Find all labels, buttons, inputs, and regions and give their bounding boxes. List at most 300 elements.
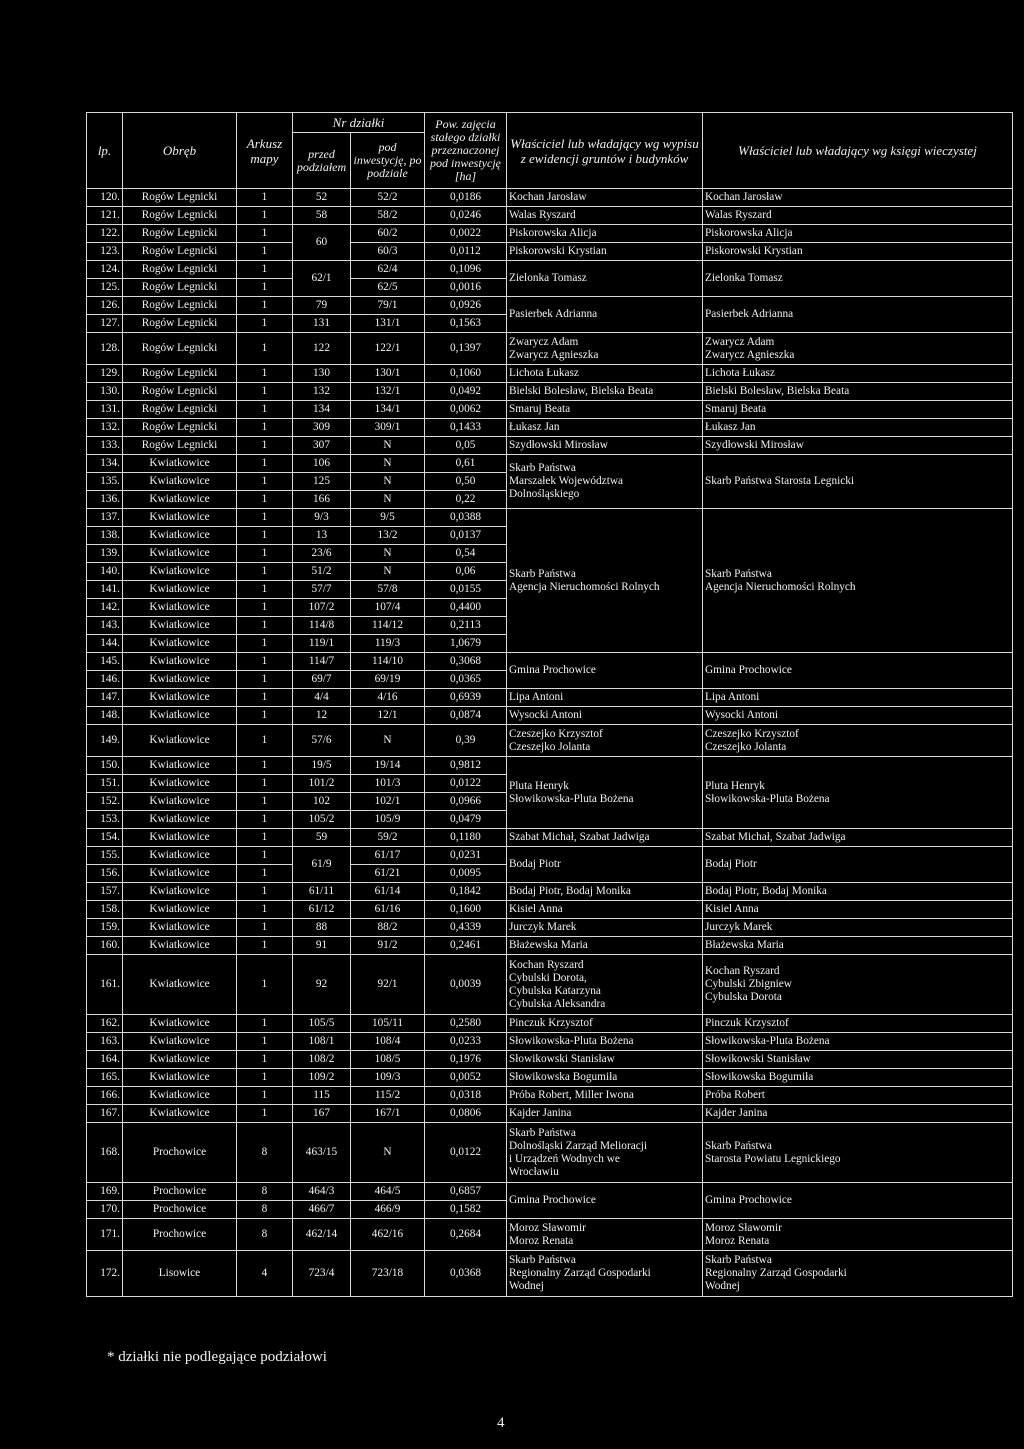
cell-lp: 122.	[87, 225, 123, 243]
cell-wlasciciel-ewidencja: Kajder Janina	[507, 1105, 703, 1123]
table-row	[87, 509, 1013, 527]
cell-arkusz: 1	[237, 707, 293, 725]
cell-po-podziale: 19/14	[351, 757, 425, 775]
cell-lp: 165.	[87, 1069, 123, 1087]
cell-wlasciciel-ewidencja: Zwarycz Adam Zwarycz Agnieszka	[507, 333, 703, 365]
cell-obreb: Rogów Legnicki	[123, 243, 237, 261]
table-row	[87, 401, 1013, 419]
cell-powierzchnia: 0,0231	[425, 847, 507, 865]
cell-obreb: Rogów Legnicki	[123, 401, 237, 419]
cell-arkusz: 1	[237, 207, 293, 225]
cell-przed-podzialem: 307	[293, 437, 351, 455]
cell-powierzchnia: 0,4339	[425, 919, 507, 937]
cell-obreb: Kwiatkowice	[123, 527, 237, 545]
cell-po-podziale: 309/1	[351, 419, 425, 437]
cell-powierzchnia: 0,6939	[425, 689, 507, 707]
table-row	[87, 1105, 1013, 1123]
cell-arkusz: 1	[237, 725, 293, 757]
cell-wlasciciel-ewidencja: Walas Ryszard	[507, 207, 703, 225]
cell-przed-podzialem: 105/2	[293, 811, 351, 829]
cell-przed-podzialem: 167	[293, 1105, 351, 1123]
cell-lp: 169.	[87, 1183, 123, 1201]
table-row	[87, 1087, 1013, 1105]
cell-wlasciciel-ewidencja: Gmina Prochowice	[507, 1183, 703, 1219]
cell-przed-podzialem: 106	[293, 455, 351, 473]
cell-lp: 146.	[87, 671, 123, 689]
cell-arkusz: 4	[237, 1251, 293, 1297]
table-header	[87, 113, 1013, 189]
header-wlasciciel-ksiegi: Właściciel lub władający wg księgi wieczystej	[703, 113, 1013, 189]
cell-wlasciciel-ewidencja: Piskorowski Krystian	[507, 243, 703, 261]
cell-powierzchnia: 0,2684	[425, 1219, 507, 1251]
cell-obreb: Rogów Legnicki	[123, 225, 237, 243]
cell-lp: 120.	[87, 189, 123, 207]
cell-po-podziale: 102/1	[351, 793, 425, 811]
cell-wlasciciel-ksiegi: Bodaj Piotr	[703, 847, 1013, 883]
cell-obreb: Kwiatkowice	[123, 901, 237, 919]
cell-wlasciciel-ewidencja: Kochan Jarosław	[507, 189, 703, 207]
cell-wlasciciel-ksiegi: Piskorowska Alicja	[703, 225, 1013, 243]
cell-powierzchnia: 0,0388	[425, 509, 507, 527]
table-row	[87, 365, 1013, 383]
cell-arkusz: 8	[237, 1123, 293, 1183]
cell-arkusz: 1	[237, 617, 293, 635]
cell-wlasciciel-ksiegi: Walas Ryszard	[703, 207, 1013, 225]
cell-obreb: Kwiatkowice	[123, 811, 237, 829]
footnote: * działki nie podlegające podziałowi	[107, 1349, 327, 1365]
cell-wlasciciel-ksiegi: Zwarycz Adam Zwarycz Agnieszka	[703, 333, 1013, 365]
table-row	[87, 1123, 1013, 1183]
cell-wlasciciel-ewidencja: Kochan Ryszard Cybulski Dorota, Cybulska Katarzyna Cybulska Aleksandra	[507, 955, 703, 1015]
cell-arkusz: 1	[237, 671, 293, 689]
cell-wlasciciel-ewidencja: Lipa Antoni	[507, 689, 703, 707]
cell-po-podziale: 4/16	[351, 689, 425, 707]
cell-po-podziale: 464/5	[351, 1183, 425, 1201]
cell-przed-podzialem: 60	[293, 225, 351, 261]
cell-obreb: Kwiatkowice	[123, 563, 237, 581]
cell-powierzchnia: 0,1433	[425, 419, 507, 437]
cell-powierzchnia: 0,6857	[425, 1183, 507, 1201]
cell-przed-podzialem: 59	[293, 829, 351, 847]
cell-lp: 168.	[87, 1123, 123, 1183]
cell-arkusz: 1	[237, 491, 293, 509]
cell-powierzchnia: 0,1180	[425, 829, 507, 847]
cell-obreb: Rogów Legnicki	[123, 189, 237, 207]
header-arkusz: Arkusz mapy	[237, 113, 293, 189]
cell-po-podziale: 62/4	[351, 261, 425, 279]
table-row	[87, 1015, 1013, 1033]
cell-arkusz: 8	[237, 1219, 293, 1251]
cell-przed-podzialem: 79	[293, 297, 351, 315]
cell-po-podziale: 114/10	[351, 653, 425, 671]
cell-obreb: Prochowice	[123, 1219, 237, 1251]
table-row	[87, 297, 1013, 315]
table-row	[87, 1069, 1013, 1087]
cell-powierzchnia: 0,0095	[425, 865, 507, 883]
cell-przed-podzialem: 125	[293, 473, 351, 491]
cell-arkusz: 1	[237, 509, 293, 527]
cell-po-podziale: 131/1	[351, 315, 425, 333]
cell-przed-podzialem: 61/12	[293, 901, 351, 919]
table-row	[87, 261, 1013, 279]
cell-wlasciciel-ewidencja: Wysocki Antoni	[507, 707, 703, 725]
cell-lp: 128.	[87, 333, 123, 365]
table-row	[87, 189, 1013, 207]
cell-wlasciciel-ksiegi: Piskorowski Krystian	[703, 243, 1013, 261]
cell-po-podziale: 108/4	[351, 1033, 425, 1051]
cell-wlasciciel-ewidencja: Pasierbek Adrianna	[507, 297, 703, 333]
cell-po-podziale: N	[351, 563, 425, 581]
cell-przed-podzialem: 4/4	[293, 689, 351, 707]
cell-arkusz: 1	[237, 955, 293, 1015]
cell-powierzchnia: 0,0052	[425, 1069, 507, 1087]
cell-arkusz: 1	[237, 333, 293, 365]
cell-obreb: Kwiatkowice	[123, 883, 237, 901]
cell-arkusz: 1	[237, 1015, 293, 1033]
cell-po-podziale: 466/9	[351, 1201, 425, 1219]
cell-lp: 155.	[87, 847, 123, 865]
cell-przed-podzialem: 131	[293, 315, 351, 333]
cell-po-podziale: 79/1	[351, 297, 425, 315]
cell-powierzchnia: 0,0062	[425, 401, 507, 419]
table-row	[87, 1051, 1013, 1069]
cell-lp: 127.	[87, 315, 123, 333]
cell-lp: 145.	[87, 653, 123, 671]
cell-lp: 129.	[87, 365, 123, 383]
cell-arkusz: 1	[237, 383, 293, 401]
cell-wlasciciel-ewidencja: Bodaj Piotr, Bodaj Monika	[507, 883, 703, 901]
cell-obreb: Rogów Legnicki	[123, 279, 237, 297]
table-row	[87, 333, 1013, 365]
cell-obreb: Kwiatkowice	[123, 757, 237, 775]
cell-wlasciciel-ksiegi: Błażewska Maria	[703, 937, 1013, 955]
header-nr-dzialki: Nr działki	[293, 113, 425, 133]
cell-po-podziale: 119/3	[351, 635, 425, 653]
cell-po-podziale: 105/11	[351, 1015, 425, 1033]
cell-powierzchnia: 0,3068	[425, 653, 507, 671]
cell-obreb: Kwiatkowice	[123, 725, 237, 757]
table-row	[87, 1219, 1013, 1251]
cell-lp: 148.	[87, 707, 123, 725]
cell-po-podziale: 462/16	[351, 1219, 425, 1251]
cell-po-podziale: N	[351, 725, 425, 757]
cell-arkusz: 1	[237, 297, 293, 315]
table-body	[87, 189, 1013, 1297]
cell-przed-podzialem: 119/1	[293, 635, 351, 653]
cell-arkusz: 1	[237, 829, 293, 847]
cell-lp: 157.	[87, 883, 123, 901]
cell-lp: 139.	[87, 545, 123, 563]
cell-powierzchnia: 0,2580	[425, 1015, 507, 1033]
table-row	[87, 1033, 1013, 1051]
cell-powierzchnia: 0,0186	[425, 189, 507, 207]
cell-po-podziale: N	[351, 491, 425, 509]
cell-obreb: Kwiatkowice	[123, 707, 237, 725]
cell-obreb: Kwiatkowice	[123, 847, 237, 865]
cell-obreb: Kwiatkowice	[123, 775, 237, 793]
cell-obreb: Prochowice	[123, 1183, 237, 1201]
cell-arkusz: 1	[237, 419, 293, 437]
cell-wlasciciel-ksiegi: Gmina Prochowice	[703, 1183, 1013, 1219]
cell-przed-podzialem: 114/7	[293, 653, 351, 671]
cell-arkusz: 1	[237, 919, 293, 937]
cell-obreb: Kwiatkowice	[123, 509, 237, 527]
cell-wlasciciel-ewidencja: Gmina Prochowice	[507, 653, 703, 689]
cell-arkusz: 1	[237, 847, 293, 865]
table-row	[87, 883, 1013, 901]
cell-po-podziale: 92/1	[351, 955, 425, 1015]
cell-powierzchnia: 0,2113	[425, 617, 507, 635]
cell-lp: 171.	[87, 1219, 123, 1251]
cell-wlasciciel-ewidencja: Próba Robert, Miller Iwona	[507, 1087, 703, 1105]
cell-powierzchnia: 0,4400	[425, 599, 507, 617]
cell-wlasciciel-ksiegi: Łukasz Jan	[703, 419, 1013, 437]
cell-po-podziale: 69/19	[351, 671, 425, 689]
cell-lp: 124.	[87, 261, 123, 279]
cell-po-podziale: 60/2	[351, 225, 425, 243]
cell-wlasciciel-ewidencja: Skarb Państwa Agencja Nieruchomości Rolnych	[507, 509, 703, 653]
cell-wlasciciel-ksiegi: Bodaj Piotr, Bodaj Monika	[703, 883, 1013, 901]
cell-powierzchnia: 0,0233	[425, 1033, 507, 1051]
cell-obreb: Rogów Legnicki	[123, 365, 237, 383]
cell-wlasciciel-ksiegi: Kisiel Anna	[703, 901, 1013, 919]
cell-przed-podzialem: 130	[293, 365, 351, 383]
cell-wlasciciel-ewidencja: Szabat Michał, Szabat Jadwiga	[507, 829, 703, 847]
cell-obreb: Rogów Legnicki	[123, 333, 237, 365]
cell-powierzchnia: 0,0122	[425, 775, 507, 793]
cell-po-podziale: 61/14	[351, 883, 425, 901]
cell-wlasciciel-ksiegi: Kajder Janina	[703, 1105, 1013, 1123]
cell-lp: 163.	[87, 1033, 123, 1051]
cell-lp: 132.	[87, 419, 123, 437]
cell-obreb: Kwiatkowice	[123, 1051, 237, 1069]
cell-wlasciciel-ewidencja: Skarb Państwa Dolnośląski Zarząd Melioracji i Urządzeń Wodnych we Wrocławiu	[507, 1123, 703, 1183]
cell-lp: 158.	[87, 901, 123, 919]
cell-obreb: Rogów Legnicki	[123, 261, 237, 279]
cell-arkusz: 1	[237, 279, 293, 297]
cell-powierzchnia: 0,2461	[425, 937, 507, 955]
table-row	[87, 829, 1013, 847]
table-row	[87, 725, 1013, 757]
cell-po-podziale: 60/3	[351, 243, 425, 261]
cell-po-podziale: 130/1	[351, 365, 425, 383]
cell-po-podziale: 101/3	[351, 775, 425, 793]
cell-po-podziale: 57/8	[351, 581, 425, 599]
cell-powierzchnia: 0,0874	[425, 707, 507, 725]
cell-lp: 126.	[87, 297, 123, 315]
cell-przed-podzialem: 13	[293, 527, 351, 545]
cell-wlasciciel-ksiegi: Smaruj Beata	[703, 401, 1013, 419]
cell-wlasciciel-ewidencja: Skarb Państwa Regionalny Zarząd Gospodarki Wodnej	[507, 1251, 703, 1297]
cell-wlasciciel-ksiegi: Pluta Henryk Słowikowska-Pluta Bożena	[703, 757, 1013, 829]
cell-arkusz: 1	[237, 1105, 293, 1123]
cell-po-podziale: 115/2	[351, 1087, 425, 1105]
cell-wlasciciel-ewidencja: Bielski Bolesław, Bielska Beata	[507, 383, 703, 401]
cell-wlasciciel-ksiegi: Pasierbek Adrianna	[703, 297, 1013, 333]
cell-obreb: Kwiatkowice	[123, 1069, 237, 1087]
table-row	[87, 689, 1013, 707]
cell-po-podziale: 122/1	[351, 333, 425, 365]
cell-lp: 151.	[87, 775, 123, 793]
cell-po-podziale: 114/12	[351, 617, 425, 635]
cell-wlasciciel-ksiegi: Słowikowski Stanisław	[703, 1051, 1013, 1069]
cell-wlasciciel-ksiegi: Kochan Ryszard Cybulski Zbigniew Cybulska Dorota	[703, 955, 1013, 1015]
cell-lp: 123.	[87, 243, 123, 261]
cell-arkusz: 1	[237, 901, 293, 919]
table-row	[87, 243, 1013, 261]
cell-wlasciciel-ksiegi: Bielski Bolesław, Bielska Beata	[703, 383, 1013, 401]
cell-przed-podzialem: 69/7	[293, 671, 351, 689]
cell-po-podziale: 108/5	[351, 1051, 425, 1069]
cell-przed-podzialem: 132	[293, 383, 351, 401]
cell-lp: 147.	[87, 689, 123, 707]
cell-wlasciciel-ksiegi: Skarb Państwa Starosta Powiatu Legnickiego	[703, 1123, 1013, 1183]
cell-po-podziale: 723/18	[351, 1251, 425, 1297]
cell-przed-podzialem: 122	[293, 333, 351, 365]
cell-lp: 130.	[87, 383, 123, 401]
cell-lp: 140.	[87, 563, 123, 581]
cell-powierzchnia: 0,06	[425, 563, 507, 581]
cell-wlasciciel-ksiegi: Jurczyk Marek	[703, 919, 1013, 937]
cell-powierzchnia: 0,0122	[425, 1123, 507, 1183]
cell-wlasciciel-ksiegi: Próba Robert	[703, 1087, 1013, 1105]
cell-przed-podzialem: 463/15	[293, 1123, 351, 1183]
cell-arkusz: 1	[237, 437, 293, 455]
table-row	[87, 901, 1013, 919]
cell-wlasciciel-ewidencja: Pinczuk Krzysztof	[507, 1015, 703, 1033]
cell-lp: 170.	[87, 1201, 123, 1219]
cell-powierzchnia: 0,39	[425, 725, 507, 757]
cell-arkusz: 1	[237, 937, 293, 955]
cell-powierzchnia: 0,0155	[425, 581, 507, 599]
cell-obreb: Kwiatkowice	[123, 671, 237, 689]
cell-lp: 144.	[87, 635, 123, 653]
table-row	[87, 653, 1013, 671]
cell-przed-podzialem: 108/1	[293, 1033, 351, 1051]
header-obreb: Obręb	[123, 113, 237, 189]
cell-arkusz: 1	[237, 793, 293, 811]
cell-powierzchnia: 0,50	[425, 473, 507, 491]
cell-po-podziale: 61/16	[351, 901, 425, 919]
cell-lp: 134.	[87, 455, 123, 473]
cell-arkusz: 8	[237, 1183, 293, 1201]
cell-wlasciciel-ewidencja: Smaruj Beata	[507, 401, 703, 419]
cell-wlasciciel-ewidencja: Lichota Łukasz	[507, 365, 703, 383]
cell-przed-podzialem: 61/9	[293, 847, 351, 883]
cell-arkusz: 1	[237, 243, 293, 261]
cell-przed-podzialem: 51/2	[293, 563, 351, 581]
cell-przed-podzialem: 61/11	[293, 883, 351, 901]
table-row	[87, 1183, 1013, 1201]
cell-przed-podzialem: 723/4	[293, 1251, 351, 1297]
cell-lp: 152.	[87, 793, 123, 811]
cell-przed-podzialem: 12	[293, 707, 351, 725]
cell-obreb: Kwiatkowice	[123, 1033, 237, 1051]
cell-powierzchnia: 0,54	[425, 545, 507, 563]
cell-obreb: Kwiatkowice	[123, 689, 237, 707]
cell-przed-podzialem: 9/3	[293, 509, 351, 527]
cell-wlasciciel-ksiegi: Zielonka Tomasz	[703, 261, 1013, 297]
cell-wlasciciel-ewidencja: Moroz Sławomir Moroz Renata	[507, 1219, 703, 1251]
table-row	[87, 847, 1013, 865]
cell-po-podziale: 88/2	[351, 919, 425, 937]
cell-obreb: Kwiatkowice	[123, 653, 237, 671]
cell-po-podziale: 109/3	[351, 1069, 425, 1087]
cell-arkusz: 1	[237, 527, 293, 545]
table-row	[87, 1251, 1013, 1297]
header-po-podziale: pod inwestycję, po podziale	[351, 133, 425, 189]
cell-po-podziale: 9/5	[351, 509, 425, 527]
table-row	[87, 207, 1013, 225]
cell-przed-podzialem: 166	[293, 491, 351, 509]
cell-lp: 172.	[87, 1251, 123, 1297]
cell-wlasciciel-ewidencja: Błażewska Maria	[507, 937, 703, 955]
cell-obreb: Kwiatkowice	[123, 955, 237, 1015]
cell-obreb: Kwiatkowice	[123, 581, 237, 599]
cell-przed-podzialem: 57/7	[293, 581, 351, 599]
cell-przed-podzialem: 108/2	[293, 1051, 351, 1069]
cell-lp: 156.	[87, 865, 123, 883]
cell-obreb: Kwiatkowice	[123, 617, 237, 635]
cell-arkusz: 1	[237, 689, 293, 707]
cell-powierzchnia: 0,1600	[425, 901, 507, 919]
cell-obreb: Kwiatkowice	[123, 545, 237, 563]
cell-obreb: Kwiatkowice	[123, 473, 237, 491]
cell-po-podziale: 134/1	[351, 401, 425, 419]
cell-przed-podzialem: 91	[293, 937, 351, 955]
cell-arkusz: 1	[237, 757, 293, 775]
cell-wlasciciel-ksiegi: Moroz Sławomir Moroz Renata	[703, 1219, 1013, 1251]
table-row	[87, 955, 1013, 1015]
cell-po-podziale: 167/1	[351, 1105, 425, 1123]
cell-lp: 162.	[87, 1015, 123, 1033]
cell-lp: 159.	[87, 919, 123, 937]
cell-przed-podzialem: 114/8	[293, 617, 351, 635]
cell-lp: 150.	[87, 757, 123, 775]
page-number: 4	[497, 1415, 505, 1431]
cell-powierzchnia: 0,05	[425, 437, 507, 455]
cell-wlasciciel-ewidencja: Słowikowska-Pluta Bożena	[507, 1033, 703, 1051]
table-row	[87, 383, 1013, 401]
cell-po-podziale: N	[351, 1123, 425, 1183]
cell-arkusz: 1	[237, 315, 293, 333]
cell-wlasciciel-ewidencja: Łukasz Jan	[507, 419, 703, 437]
cell-obreb: Prochowice	[123, 1201, 237, 1219]
cell-obreb: Kwiatkowice	[123, 455, 237, 473]
cell-lp: 160.	[87, 937, 123, 955]
cell-lp: 153.	[87, 811, 123, 829]
cell-przed-podzialem: 466/7	[293, 1201, 351, 1219]
cell-powierzchnia: 0,22	[425, 491, 507, 509]
land-parcel-table-sheet	[86, 112, 1012, 1297]
cell-po-podziale: 58/2	[351, 207, 425, 225]
cell-przed-podzialem: 115	[293, 1087, 351, 1105]
cell-po-podziale: 59/2	[351, 829, 425, 847]
cell-arkusz: 1	[237, 775, 293, 793]
cell-powierzchnia: 1,0679	[425, 635, 507, 653]
cell-powierzchnia: 0,0368	[425, 1251, 507, 1297]
land-parcel-table	[86, 112, 1013, 1297]
cell-lp: 167.	[87, 1105, 123, 1123]
cell-obreb: Kwiatkowice	[123, 919, 237, 937]
cell-arkusz: 8	[237, 1201, 293, 1219]
cell-wlasciciel-ksiegi: Czeszejko Krzysztof Czeszejko Jolanta	[703, 725, 1013, 757]
cell-po-podziale: 105/9	[351, 811, 425, 829]
cell-po-podziale: 62/5	[351, 279, 425, 297]
cell-obreb: Prochowice	[123, 1123, 237, 1183]
cell-po-podziale: 61/17	[351, 847, 425, 865]
cell-obreb: Kwiatkowice	[123, 491, 237, 509]
